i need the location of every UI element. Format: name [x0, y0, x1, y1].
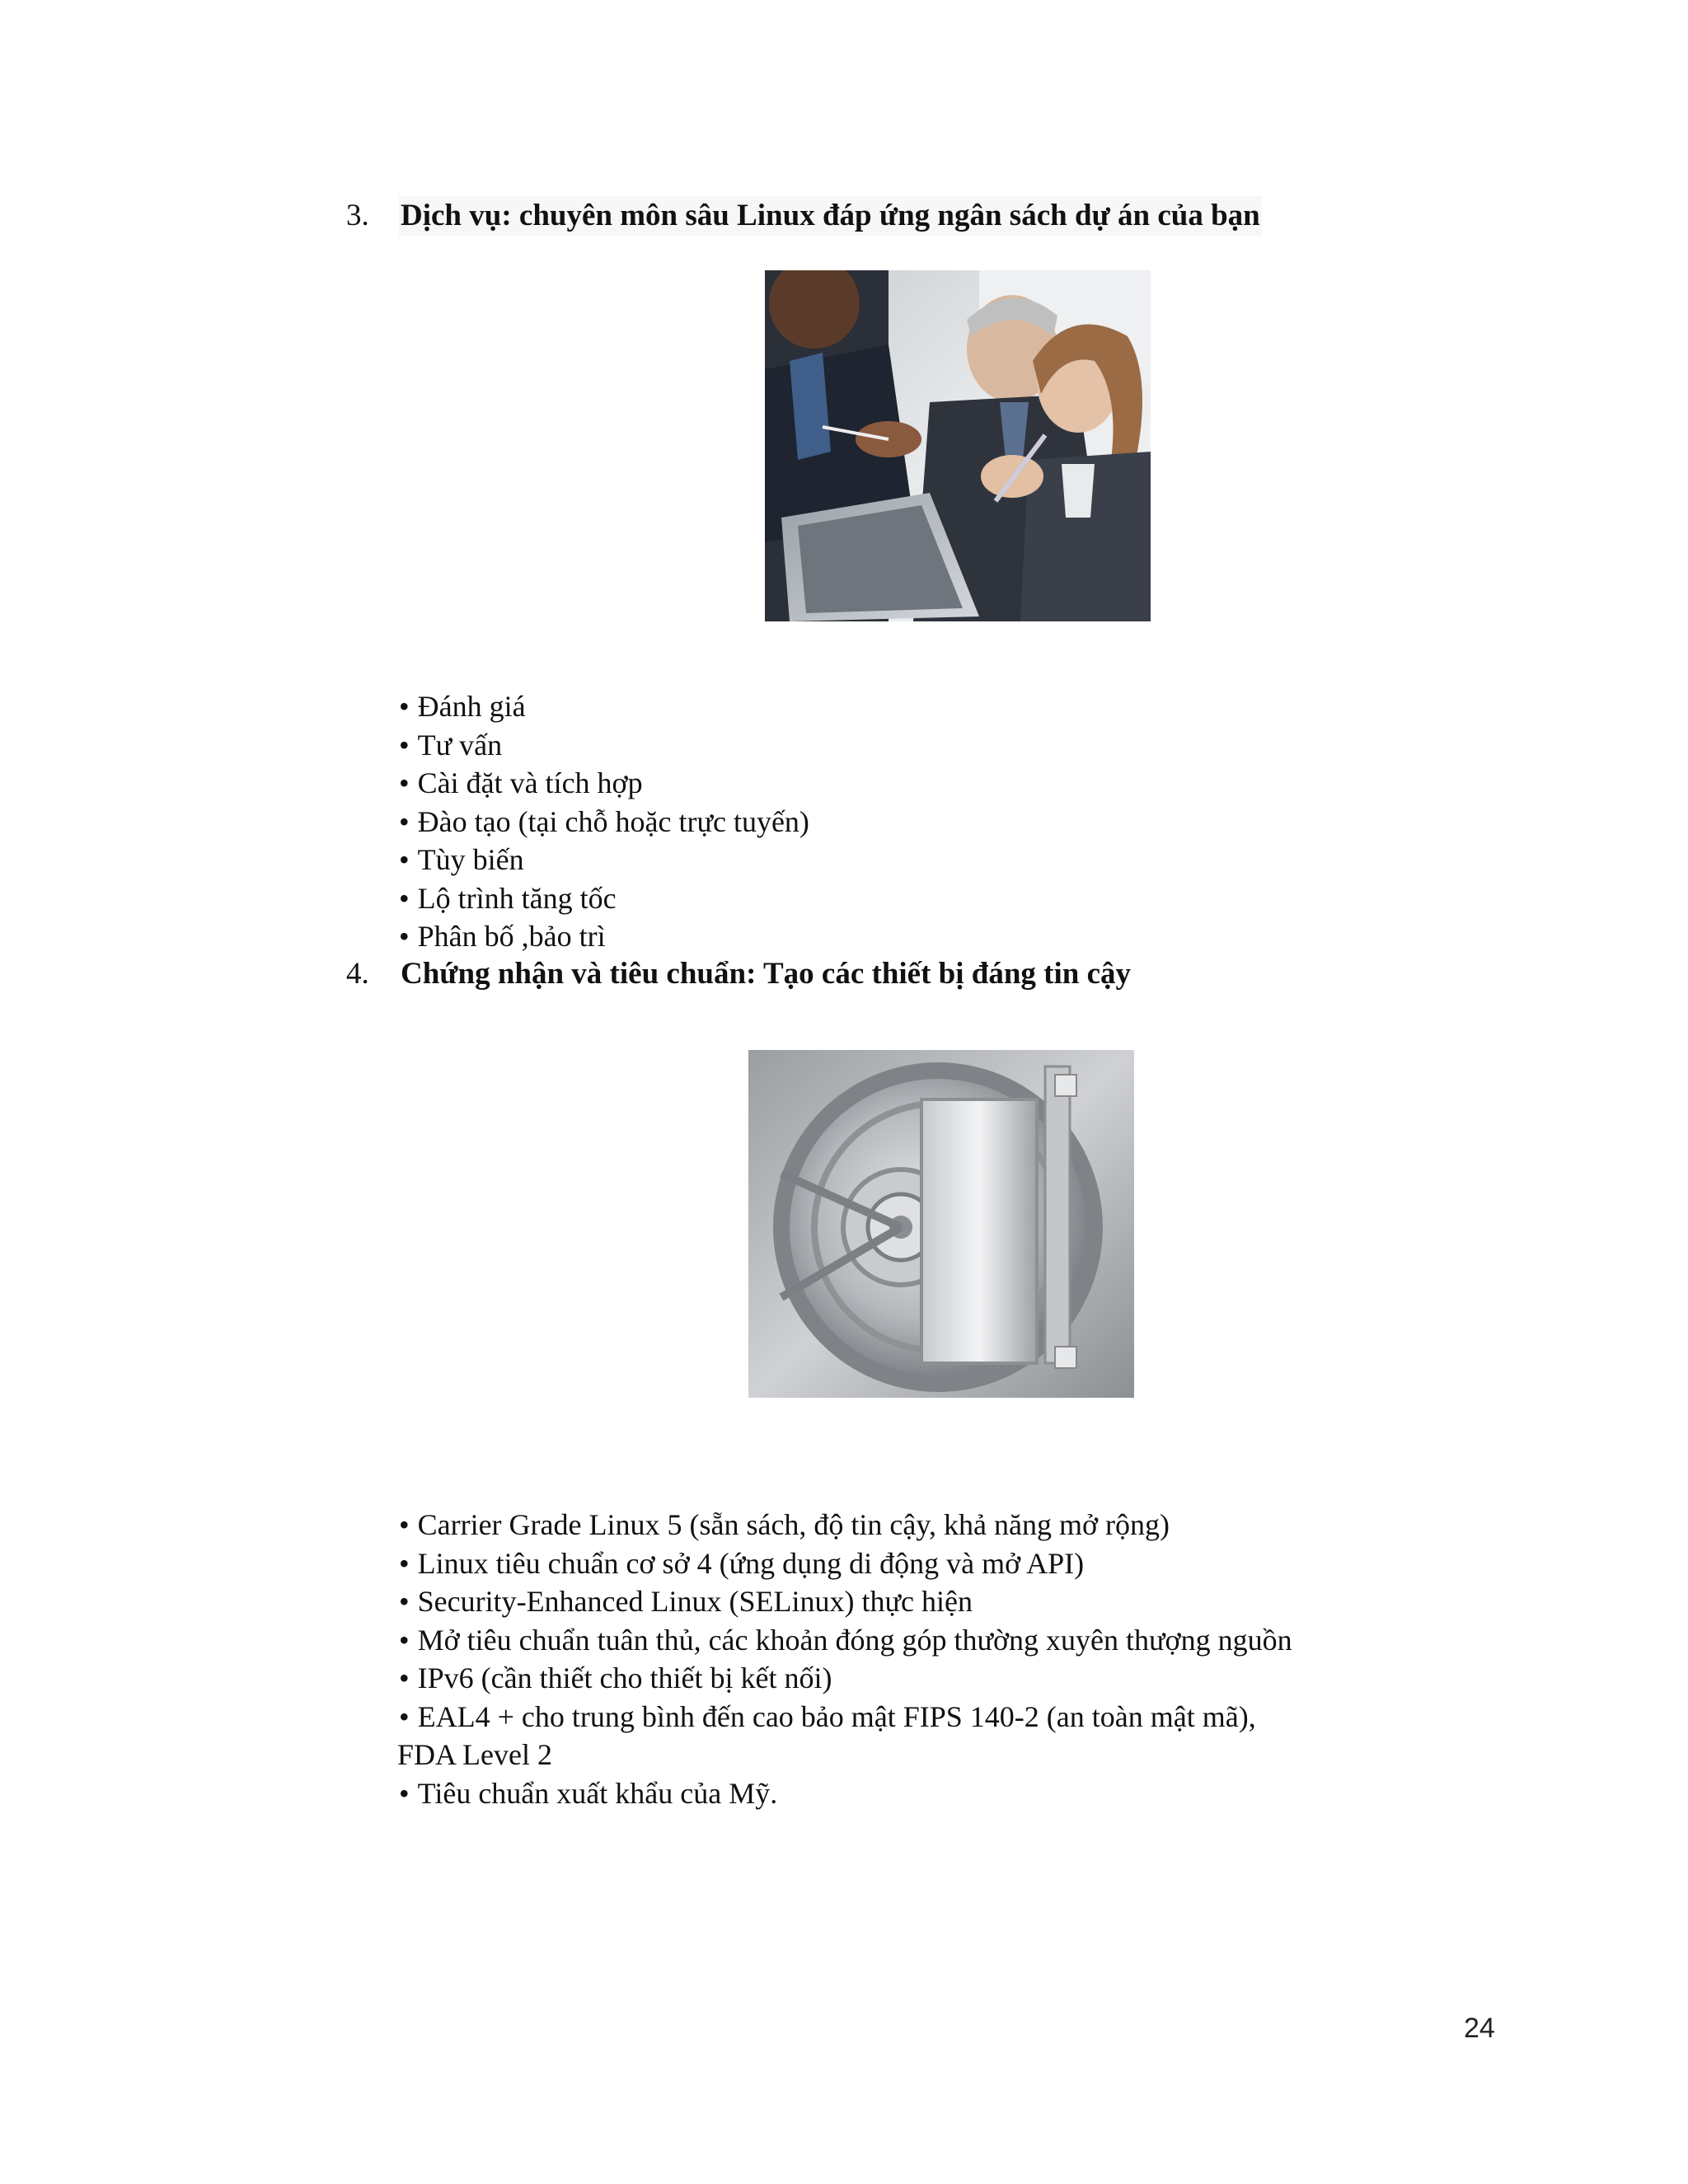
- list-item: • Linux tiêu chuẩn cơ sở 4 (ứng dụng di động và mở API): [399, 1546, 1085, 1580]
- list-item: • Tùy biến: [399, 843, 524, 876]
- business-meeting-photo: [765, 270, 1151, 621]
- list-item: • EAL4 + cho trung bình đến cao bảo mật FIPS 140-2 (an toàn mật mã),: [399, 1699, 1256, 1733]
- section-3-number: 3.: [346, 199, 369, 232]
- vault-door-photo: [748, 1050, 1134, 1398]
- page-number: 24: [1464, 2013, 1495, 2044]
- list-item: • Đào tạo (tại chỗ hoặc trực tuyến): [399, 804, 809, 838]
- list-item: • IPv6 (cần thiết cho thiết bị kết nối): [399, 1661, 832, 1694]
- list-item: • Đánh giá: [399, 690, 526, 723]
- list-item: • Cài đặt và tích hợp: [399, 766, 643, 799]
- list-item: • Tiêu chuẩn xuất khẩu của Mỹ.: [399, 1776, 778, 1810]
- section-4-bullet-list: [399, 1506, 1292, 1812]
- list-item: • Mở tiêu chuẩn tuân thủ, các khoản đóng góp thường xuyên thượng nguồn: [399, 1623, 1292, 1657]
- list-item: • Carrier Grade Linux 5 (sẵn sách, độ tin cậy, khả năng mở rộng): [399, 1508, 1170, 1541]
- list-item: • Tư vấn: [399, 728, 503, 762]
- list-item: • Lộ trình tăng tốc: [399, 881, 617, 915]
- section-3-bullet-list: [399, 687, 809, 956]
- section-3-title: Dịch vụ: chuyên môn sâu Linux đáp ứng ngân sách dự án của bạn: [399, 196, 1262, 236]
- list-item: • Security-Enhanced Linux (SELinux) thực hiện: [399, 1585, 973, 1618]
- list-item: • Phân bố ,bảo trì: [399, 920, 606, 953]
- list-item-continuation: FDA Level 2: [397, 1738, 552, 1771]
- section-4-title: Chứng nhận và tiêu chuẩn: Tạo các thiết bị đáng tin cậy: [401, 957, 1132, 991]
- section-4-number: 4.: [346, 957, 369, 991]
